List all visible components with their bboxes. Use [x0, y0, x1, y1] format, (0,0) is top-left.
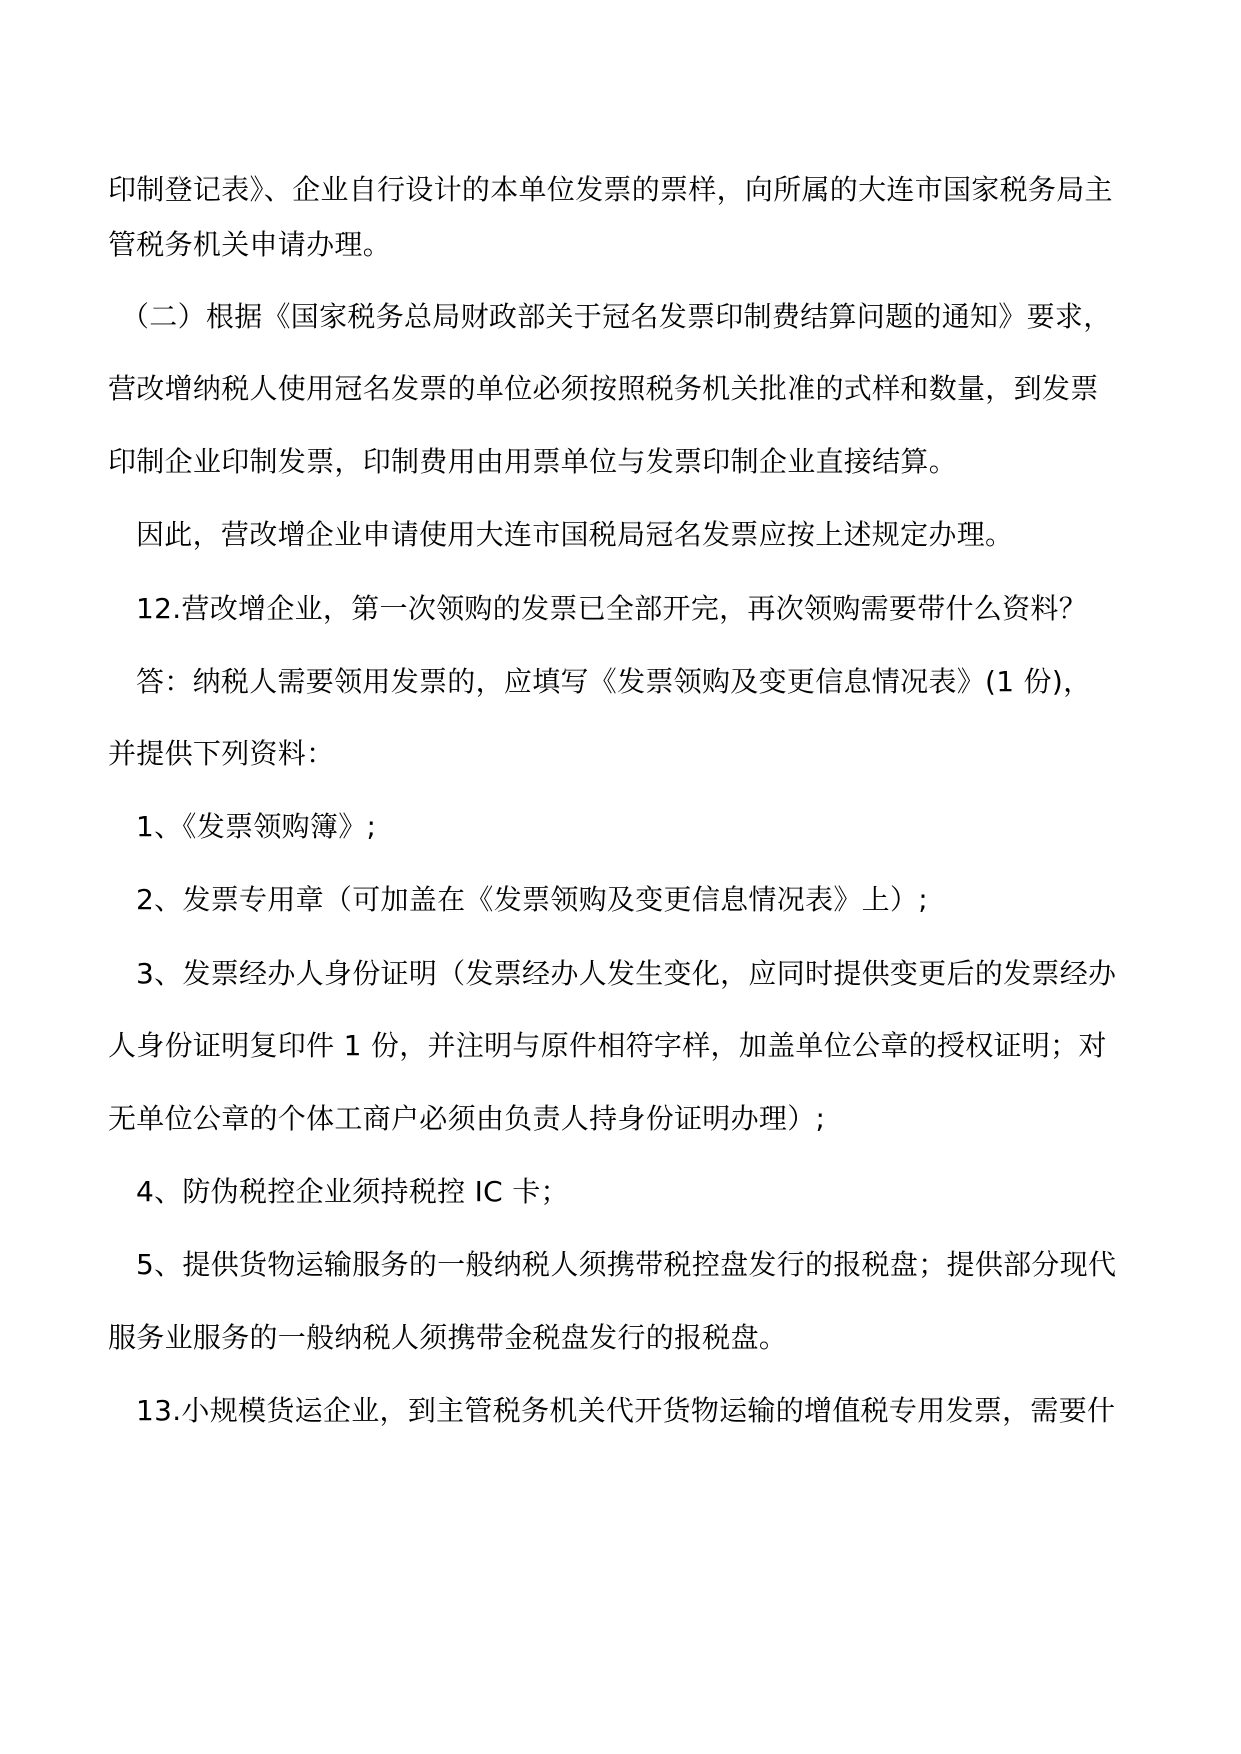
text-line: 13.小规模货运企业，到主管税务机关代开货物运输的增值税专用发票，需要什	[136, 1394, 1116, 1427]
text-line: 印制登记表》、企业自行设计的本单位发票的票样，向所属的大连市国家税务局主	[108, 173, 1113, 206]
text-line: 3、发票经办人身份证明（发票经办人发生变化，应同时提供变更后的发票经办	[136, 957, 1117, 990]
text-line: 因此，营改增企业申请使用大连市国税局冠名发票应按上述规定办理。	[136, 518, 1014, 551]
text-line: 人身份证明复印件 1 份，并注明与原件相符字样，加盖单位公章的授权证明；对	[108, 1029, 1107, 1062]
text-line: 印制企业印制发票，印制费用由用票单位与发票印制企业直接结算。	[108, 445, 958, 478]
text-line: 营改增纳税人使用冠名发票的单位必须按照税务机关批准的式样和数量，到发票	[108, 372, 1099, 405]
text-line: 管税务机关申请办理。	[108, 228, 392, 261]
text-line: 4、防伪税控企业须持税控 IC 卡；	[136, 1175, 569, 1208]
text-line: 无单位公章的个体工商户必须由负责人持身份证明办理）;	[108, 1102, 826, 1135]
text-line: 并提供下列资料：	[108, 737, 335, 770]
text-line: 12.营改增企业，第一次领购的发票已全部开完，再次领购需要带什么资料？	[136, 592, 1088, 625]
text-line: 5、提供货物运输服务的一般纳税人须携带税控盘发行的报税盘；提供部分现代	[136, 1248, 1117, 1281]
text-line: 答：纳税人需要领用发票的，应填写《发票领购及变更信息情况表》(1 份)，	[136, 665, 1092, 698]
text-line: 服务业服务的一般纳税人须携带金税盘发行的报税盘。	[108, 1321, 788, 1354]
text-line: 2、发票专用章（可加盖在《发票领购及变更信息情况表》上）;	[136, 883, 928, 916]
text-line: 1、《发票领购簿》;	[136, 810, 377, 843]
text-line: （二）根据《国家税务总局财政部关于冠名发票印制费结算问题的通知》要求，	[121, 300, 1112, 333]
